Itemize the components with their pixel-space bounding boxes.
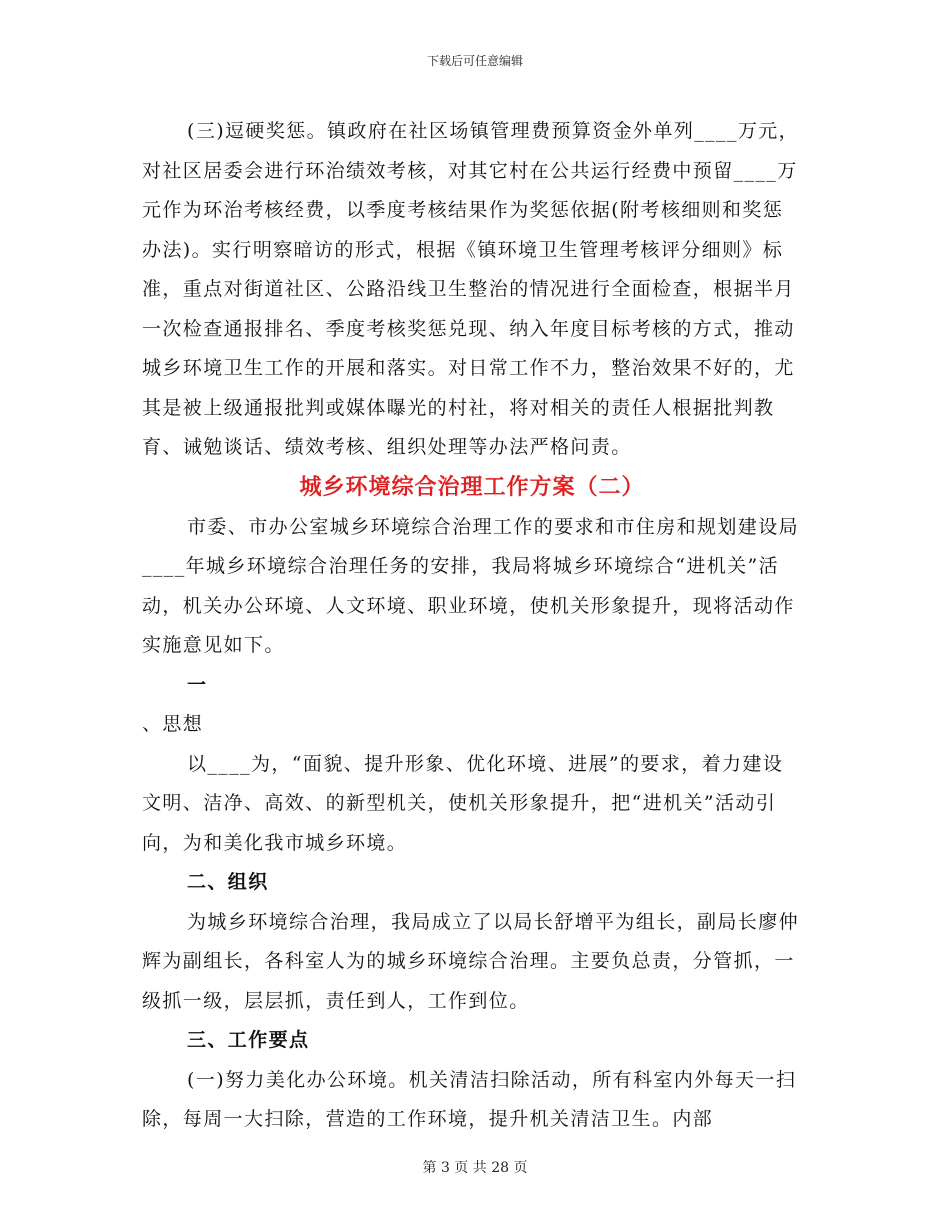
section-heading-organization: 二、组织 [187, 871, 269, 893]
page-number-footer: 第 3 页 共 28 页 [422, 1160, 528, 1176]
section-heading-thought: 、思想 [142, 713, 204, 735]
paragraph-organization: 为城乡环境综合治理，我局成立了以局长舒增平为组长，副局长廖仲辉为副组长，各科室人为的城乡环境综合治理。主要负总责，分管抓，一级抓一级，层层抓，责任到人，工作到位。 [142, 910, 800, 1012]
paragraph-intro: 市委、市办公室城乡环境综合治理工作的要求和市住房和规划建设局____年城乡环境综合治理任务的安排，我局将城乡环境综合“进机关”活动，机关办公环境、人文环境、职业环境，使机关形象提升，现将活动作实施意见如下。 [142, 515, 800, 656]
paragraph-thought: 以____为，“面貌、提升形象、优化环境、进展”的要求，着力建设文明、洁净、高效、的新型机关，使机关形象提升，把“进机关”活动引向，为和美化我市城乡环境。 [142, 752, 784, 854]
document-body [142, 112, 802, 1140]
document-title: 城乡环境综合治理工作方案（二） [299, 474, 645, 500]
paragraph-office-environment: (一)努力美化办公环境。机关清洁扫除活动，所有科室内外每天一扫除，每周一大扫除，营造的工作环境，提升机关清洁卫生。内部 [142, 1068, 797, 1130]
page-header: 下载后可任意编辑 [426, 54, 523, 68]
section-heading-work-points: 三、工作要点 [187, 1029, 310, 1051]
section-number-one: 一 [187, 673, 208, 696]
paragraph-rewards-penalties: (三)逗硬奖惩。镇政府在社区场镇管理费预算资金外单列____万元，对社区居委会进行环治绩效考核，对其它村在公共运行经费中预留____万元作为环治考核经费，以季度考核结果作为奖惩依据(附考核细则和奖惩办法)。实行明察暗访的形式，根据《镇环境卫生管理考核评分细则》标准，重点对街道社区、公路沿线卫生整治的情况进行全面检查，根据半月一次检查通报排名、季度考核奖惩兑现、纳入年度目标考核的方式，推动城乡环境卫生工作的开展和落实。对日常工作不力，整治效果不好的，尤其是被上级通报批判或媒体曝光的村社，将对相关的责任人根据批判教育、诫勉谈话、绩效考核、组织处理等办法严格问责。 [142, 120, 800, 458]
